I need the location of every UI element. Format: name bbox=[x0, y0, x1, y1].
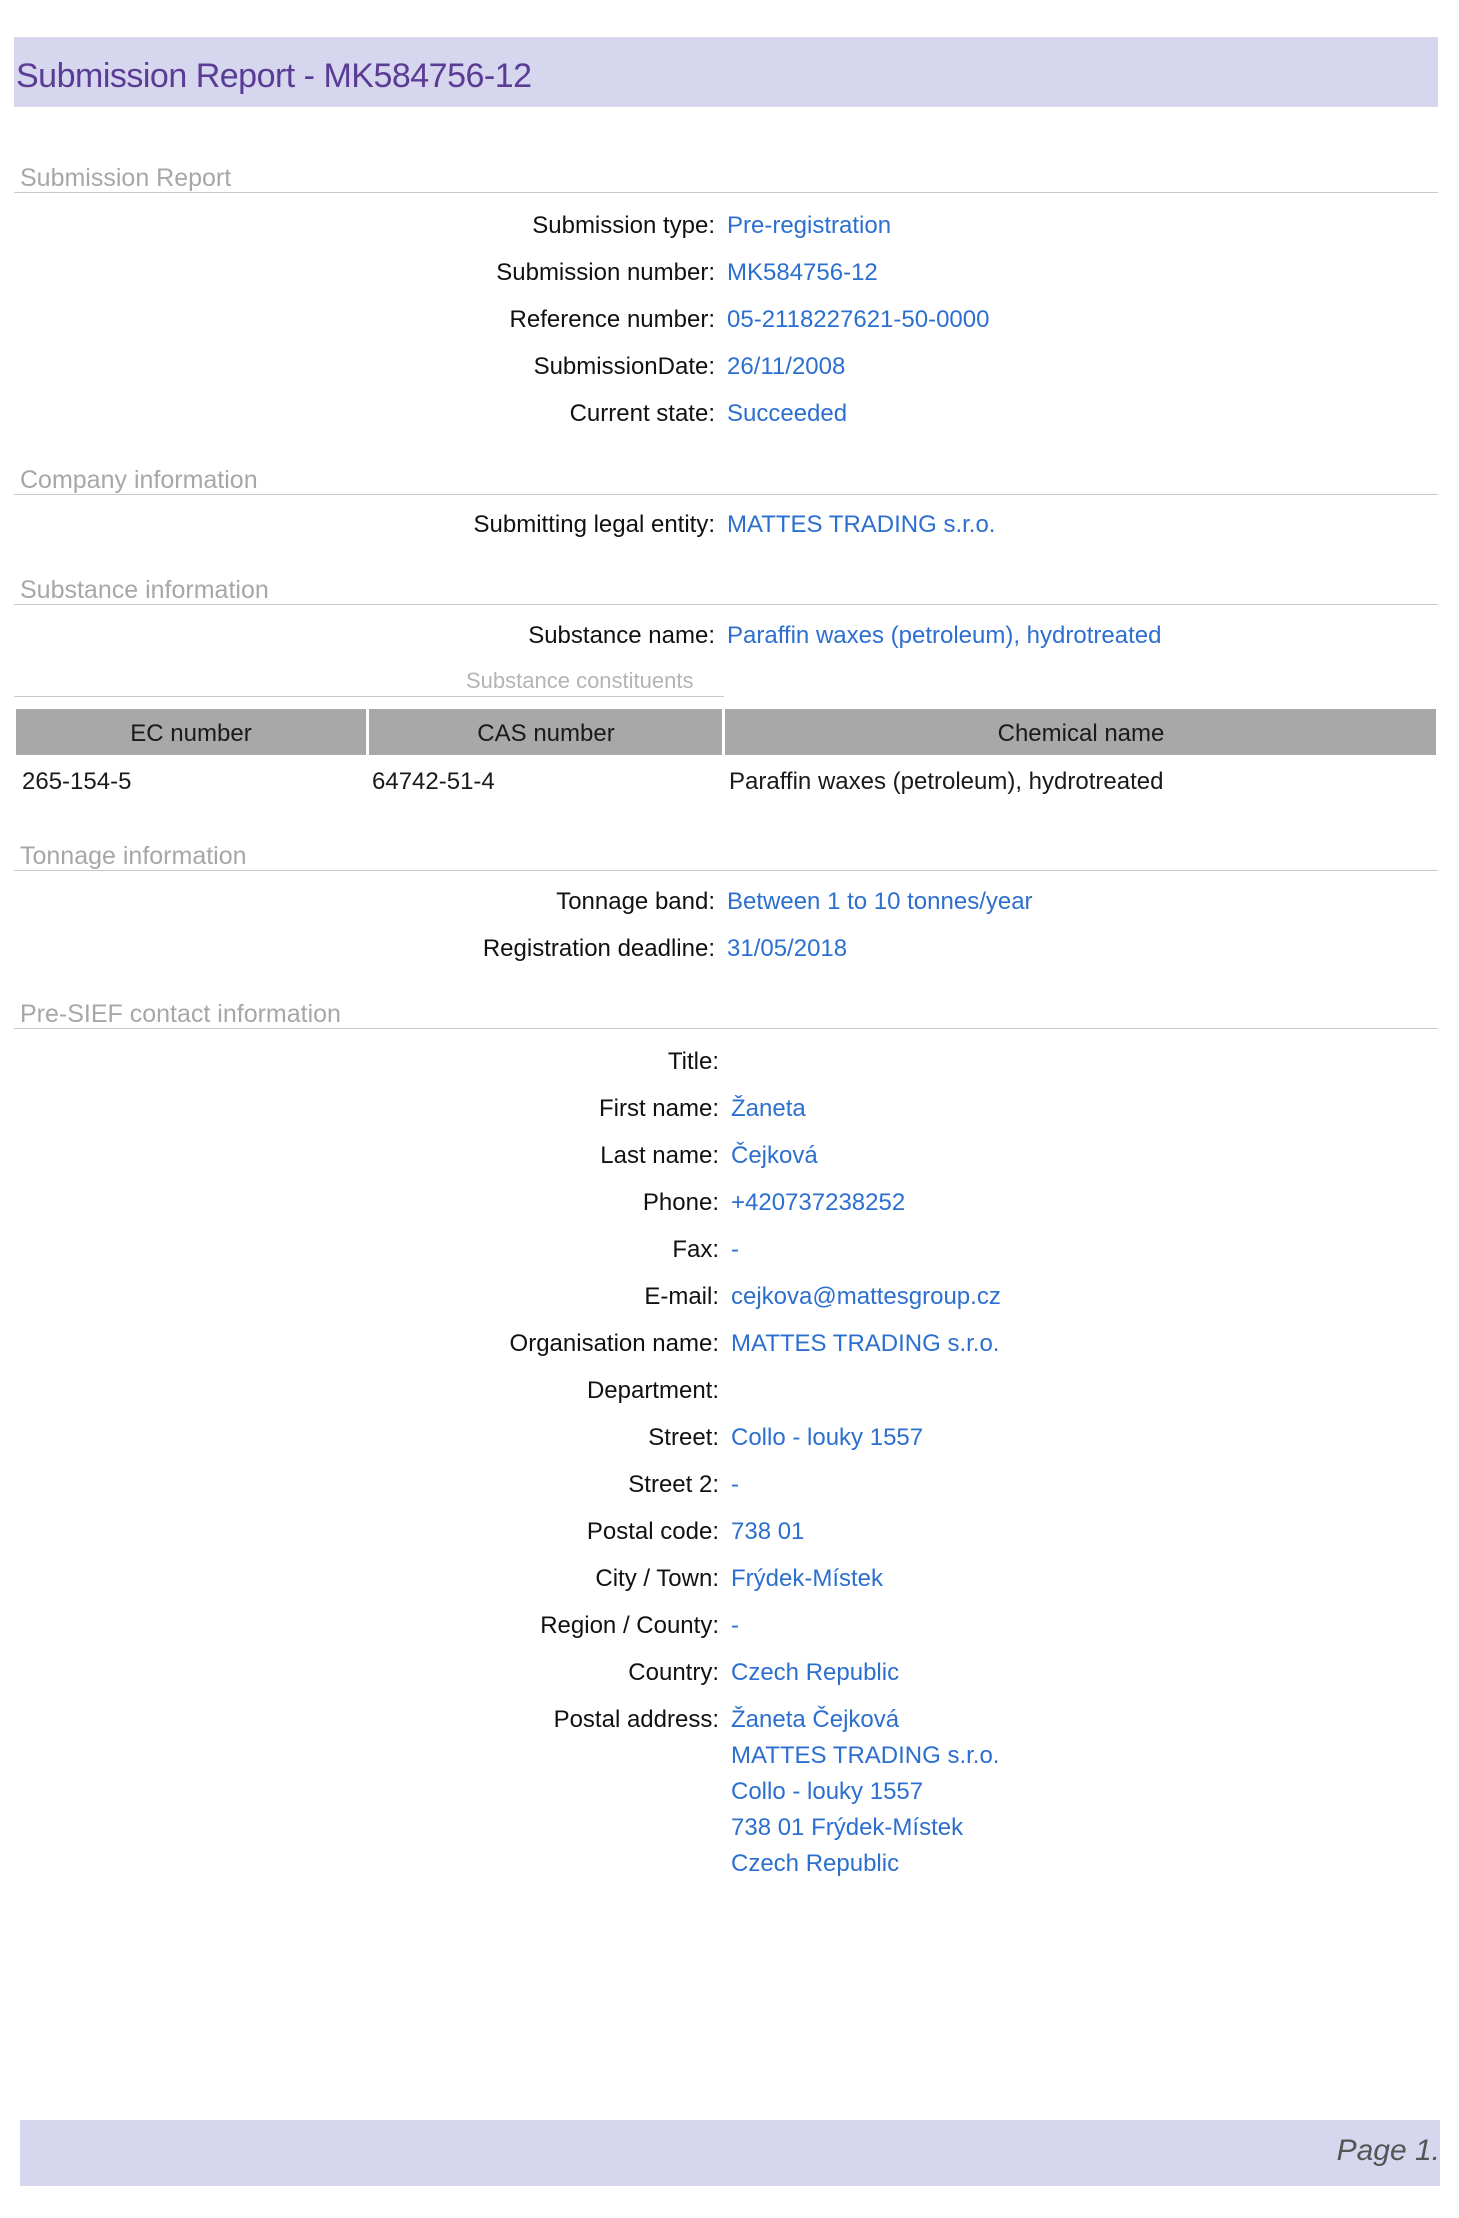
table-row bbox=[16, 755, 1436, 805]
section-rule bbox=[14, 870, 1438, 871]
field-label: Last name: bbox=[600, 1142, 719, 1169]
postal-address-line: Collo - louky 1557 bbox=[731, 1778, 924, 1805]
field-title bbox=[0, 1048, 1459, 1082]
field-label: Submission number: bbox=[496, 259, 715, 286]
page-number: Page 1. bbox=[1336, 2134, 1440, 2167]
field-current-state bbox=[0, 400, 1459, 434]
field-label: Title: bbox=[667, 1048, 719, 1075]
field-value: Between 1 to 10 tonnes/year bbox=[727, 888, 1033, 915]
section-rule bbox=[14, 192, 1438, 193]
field-value: - bbox=[731, 1612, 739, 1639]
field-label: Tonnage band: bbox=[556, 888, 715, 915]
field-value: Žaneta bbox=[731, 1095, 806, 1122]
field-label: Street: bbox=[648, 1424, 719, 1451]
field-label: Region / County: bbox=[540, 1612, 719, 1639]
field-submission-type bbox=[0, 212, 1459, 246]
field-street-2 bbox=[0, 1471, 1459, 1505]
field-email bbox=[0, 1283, 1459, 1317]
field-value: 31/05/2018 bbox=[727, 935, 848, 962]
field-last-name bbox=[0, 1142, 1459, 1176]
field-value: Frýdek-Místek bbox=[731, 1565, 884, 1592]
subheading-substance-constituents: Substance constituents bbox=[466, 668, 694, 693]
field-reference-number bbox=[0, 306, 1459, 340]
subheading-rule bbox=[14, 696, 724, 697]
section-heading-company: Company information bbox=[20, 466, 258, 494]
field-department bbox=[0, 1377, 1459, 1411]
field-fax bbox=[0, 1236, 1459, 1270]
field-street bbox=[0, 1424, 1459, 1458]
postal-address-line: 738 01 Frýdek-Místek bbox=[731, 1814, 964, 1841]
postal-address-line: Žaneta Čejková bbox=[731, 1706, 900, 1733]
field-postal-code bbox=[0, 1518, 1459, 1552]
section-heading-tonnage: Tonnage information bbox=[20, 842, 247, 870]
column-header-cas-number: CAS number bbox=[477, 720, 615, 747]
field-registration-deadline bbox=[0, 935, 1459, 969]
postal-address-line: Czech Republic bbox=[731, 1850, 900, 1877]
field-label: Fax: bbox=[672, 1236, 719, 1263]
postal-address-block bbox=[731, 1702, 999, 1882]
field-value: +420737238252 bbox=[731, 1189, 906, 1216]
field-value: cejkova@mattesgroup.cz bbox=[731, 1283, 1001, 1310]
section-rule bbox=[14, 1028, 1438, 1029]
field-label: E-mail: bbox=[644, 1283, 719, 1310]
table-header bbox=[16, 709, 1436, 755]
page-title: Submission Report - MK584756-12 bbox=[16, 57, 532, 95]
field-phone bbox=[0, 1189, 1459, 1223]
section-rule bbox=[14, 604, 1438, 605]
column-divider bbox=[366, 709, 369, 755]
section-heading-submission: Submission Report bbox=[20, 164, 232, 192]
field-label: Substance name: bbox=[528, 622, 715, 649]
column-header-ec-number: EC number bbox=[130, 720, 252, 747]
field-country bbox=[0, 1659, 1459, 1693]
field-tonnage-band bbox=[0, 888, 1459, 922]
field-organisation-name bbox=[0, 1330, 1459, 1364]
field-first-name bbox=[0, 1095, 1459, 1129]
field-value: Czech Republic bbox=[731, 1659, 900, 1686]
field-postal-address bbox=[0, 1702, 1459, 1892]
field-label: Registration deadline: bbox=[482, 935, 715, 962]
section-heading-substance: Substance information bbox=[20, 576, 269, 604]
field-value: 05-2118227621-50-0000 bbox=[727, 306, 990, 333]
field-value: Pre-registration bbox=[727, 212, 892, 239]
postal-address-line: MATTES TRADING s.r.o. bbox=[731, 1742, 1000, 1769]
field-value: MATTES TRADING s.r.o. bbox=[727, 511, 996, 538]
field-label: Phone: bbox=[642, 1189, 719, 1216]
field-substance-name bbox=[0, 622, 1459, 656]
section-rule bbox=[14, 494, 1438, 495]
field-label: Reference number: bbox=[509, 306, 715, 333]
field-value: 738 01 bbox=[731, 1518, 805, 1545]
field-submission-number bbox=[0, 259, 1459, 293]
field-label: Organisation name: bbox=[509, 1330, 719, 1357]
field-submitting-legal-entity bbox=[0, 511, 1459, 545]
field-label: Current state: bbox=[569, 400, 715, 427]
field-city-town bbox=[0, 1565, 1459, 1599]
column-header-chemical-name: Chemical name bbox=[997, 720, 1165, 747]
field-label: City / Town: bbox=[595, 1565, 719, 1592]
field-value: Paraffin waxes (petroleum), hydrotreated bbox=[727, 622, 1162, 649]
field-region-county bbox=[0, 1612, 1459, 1646]
field-value: MK584756-12 bbox=[727, 259, 878, 286]
cell-chemical-name: Paraffin waxes (petroleum), hydrotreated bbox=[729, 768, 1164, 795]
field-value: Čejková bbox=[731, 1142, 818, 1169]
field-value: Collo - louky 1557 bbox=[731, 1424, 924, 1451]
section-heading-contact: Pre-SIEF contact information bbox=[20, 1000, 341, 1028]
field-value: - bbox=[731, 1236, 739, 1263]
cell-cas-number: 64742-51-4 bbox=[372, 768, 495, 795]
field-value: 26/11/2008 bbox=[727, 353, 846, 380]
field-label: Department: bbox=[586, 1377, 719, 1404]
field-label: First name: bbox=[598, 1095, 719, 1122]
field-label: Postal code: bbox=[586, 1518, 719, 1545]
field-label: Country: bbox=[628, 1659, 719, 1686]
field-label: Submitting legal entity: bbox=[473, 511, 715, 538]
field-submission-date bbox=[0, 353, 1459, 387]
field-value: Succeeded bbox=[727, 400, 848, 427]
field-label: Postal address: bbox=[553, 1706, 719, 1733]
footer-bar bbox=[20, 2120, 1440, 2186]
field-value: - bbox=[731, 1471, 739, 1498]
field-label: Street 2: bbox=[628, 1471, 719, 1498]
constituents-table bbox=[16, 709, 1436, 805]
title-bar bbox=[14, 37, 1438, 107]
field-label: Submission type: bbox=[532, 212, 715, 239]
field-label: SubmissionDate: bbox=[533, 353, 715, 380]
column-divider bbox=[722, 709, 725, 755]
cell-ec-number: 265-154-5 bbox=[22, 768, 132, 795]
field-value: MATTES TRADING s.r.o. bbox=[731, 1330, 1000, 1357]
